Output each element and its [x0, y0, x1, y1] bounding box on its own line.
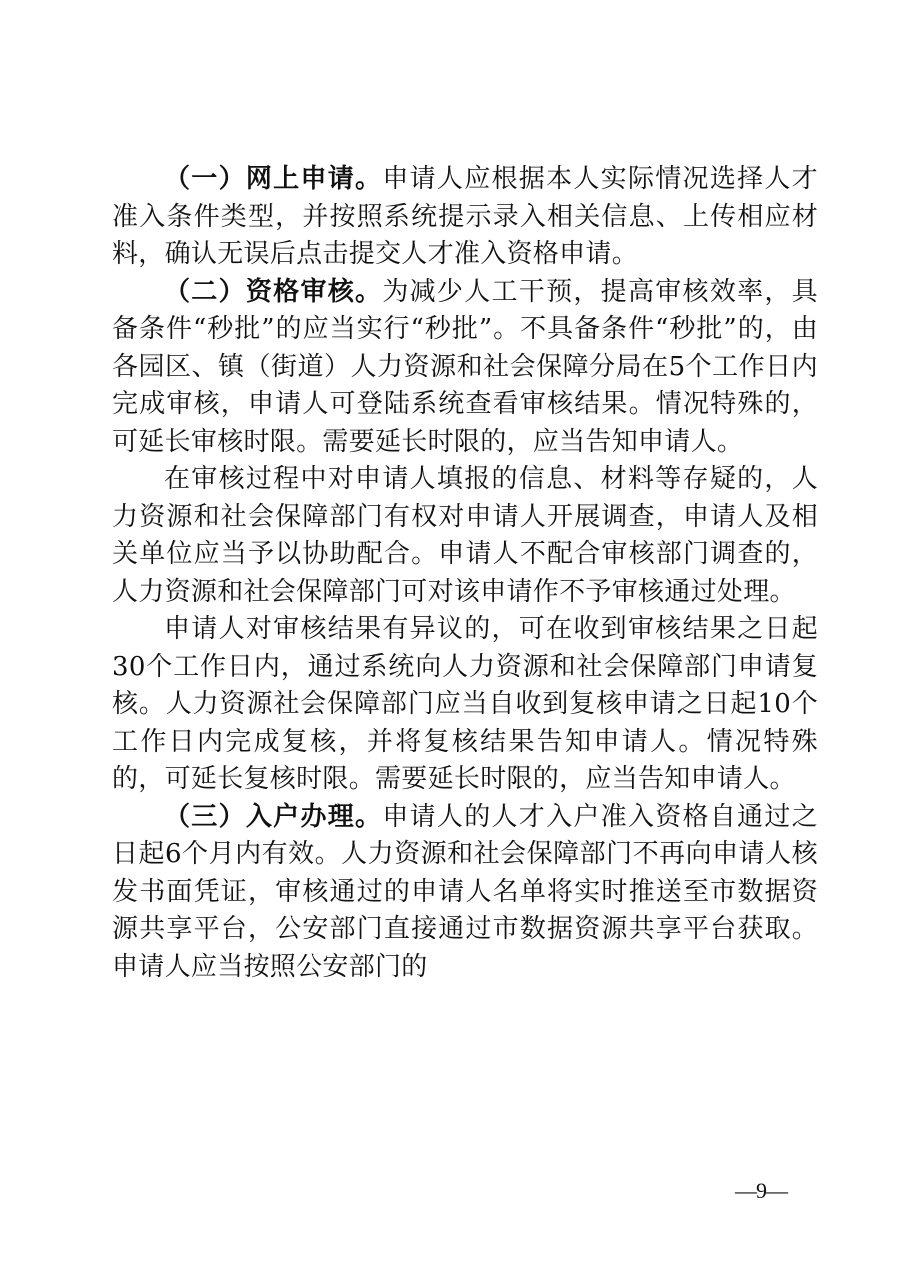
- paragraph-online-application: [112, 161, 818, 274]
- paragraph-household-registration: [112, 799, 818, 987]
- paragraph-review-appeal: [112, 611, 818, 799]
- paragraph-text: 在审核过程中对申请人填报的信息、材料等存疑的，人力资源和社会保障部门有权对申请人开展调查，申请人及相关单位应当予以协助配合。申请人不配合审核部门调查的，人力资源和社会保障部门可对该申请作不予审核通过处理。: [112, 464, 818, 607]
- page-number: —9—: [735, 1178, 787, 1203]
- paragraph-review-investigation: [112, 461, 818, 611]
- paragraph-text: 申请人的人才入户准入资格自通过之日起6个月内有效。人力资源和社会保障部门不再向申请人核发书面凭证，审核通过的申请人名单将实时推送至市数据资源共享平台，公安部门直接通过市数据资源共享平台获取。申请人应当按照公安部门的: [112, 801, 818, 982]
- paragraph-text: 为减少人工干预，提高审核效率，具备条件“秒批”的应当实行“秒批”。不具备条件“秒批”的，由各园区、镇（街道）人力资源和社会保障分局在5个工作日内完成审核，申请人可登陆系统查看审核结果。情况特殊的，可延长审核时限。需要延长时限的，应当告知申请人。: [112, 276, 818, 457]
- paragraph-text: 申请人对审核结果有异议的，可在收到审核结果之日起30个工作日内，通过系统向人力资源和社会保障部门申请复核。人力资源社会保障部门应当自收到复核申请之日起10个工作日内完成复核，并将复核结果告知申请人。情况特殊的，可延长复核时限。需要延长时限的，应当告知申请人。: [112, 614, 818, 794]
- section-heading-1: （一）网上申请。: [164, 164, 383, 194]
- paragraph-qualification-review: [112, 274, 818, 462]
- section-heading-3: （三）入户办理。: [164, 801, 383, 832]
- paragraph-text: 申请人应根据本人实际情况选择人才准入条件类型，并按照系统提示录入相关信息、上传相应材料，确认无误后点击提交人才准入资格申请。: [112, 164, 818, 269]
- document-body: [112, 161, 818, 986]
- section-heading-2: （二）资格审核。: [164, 276, 383, 307]
